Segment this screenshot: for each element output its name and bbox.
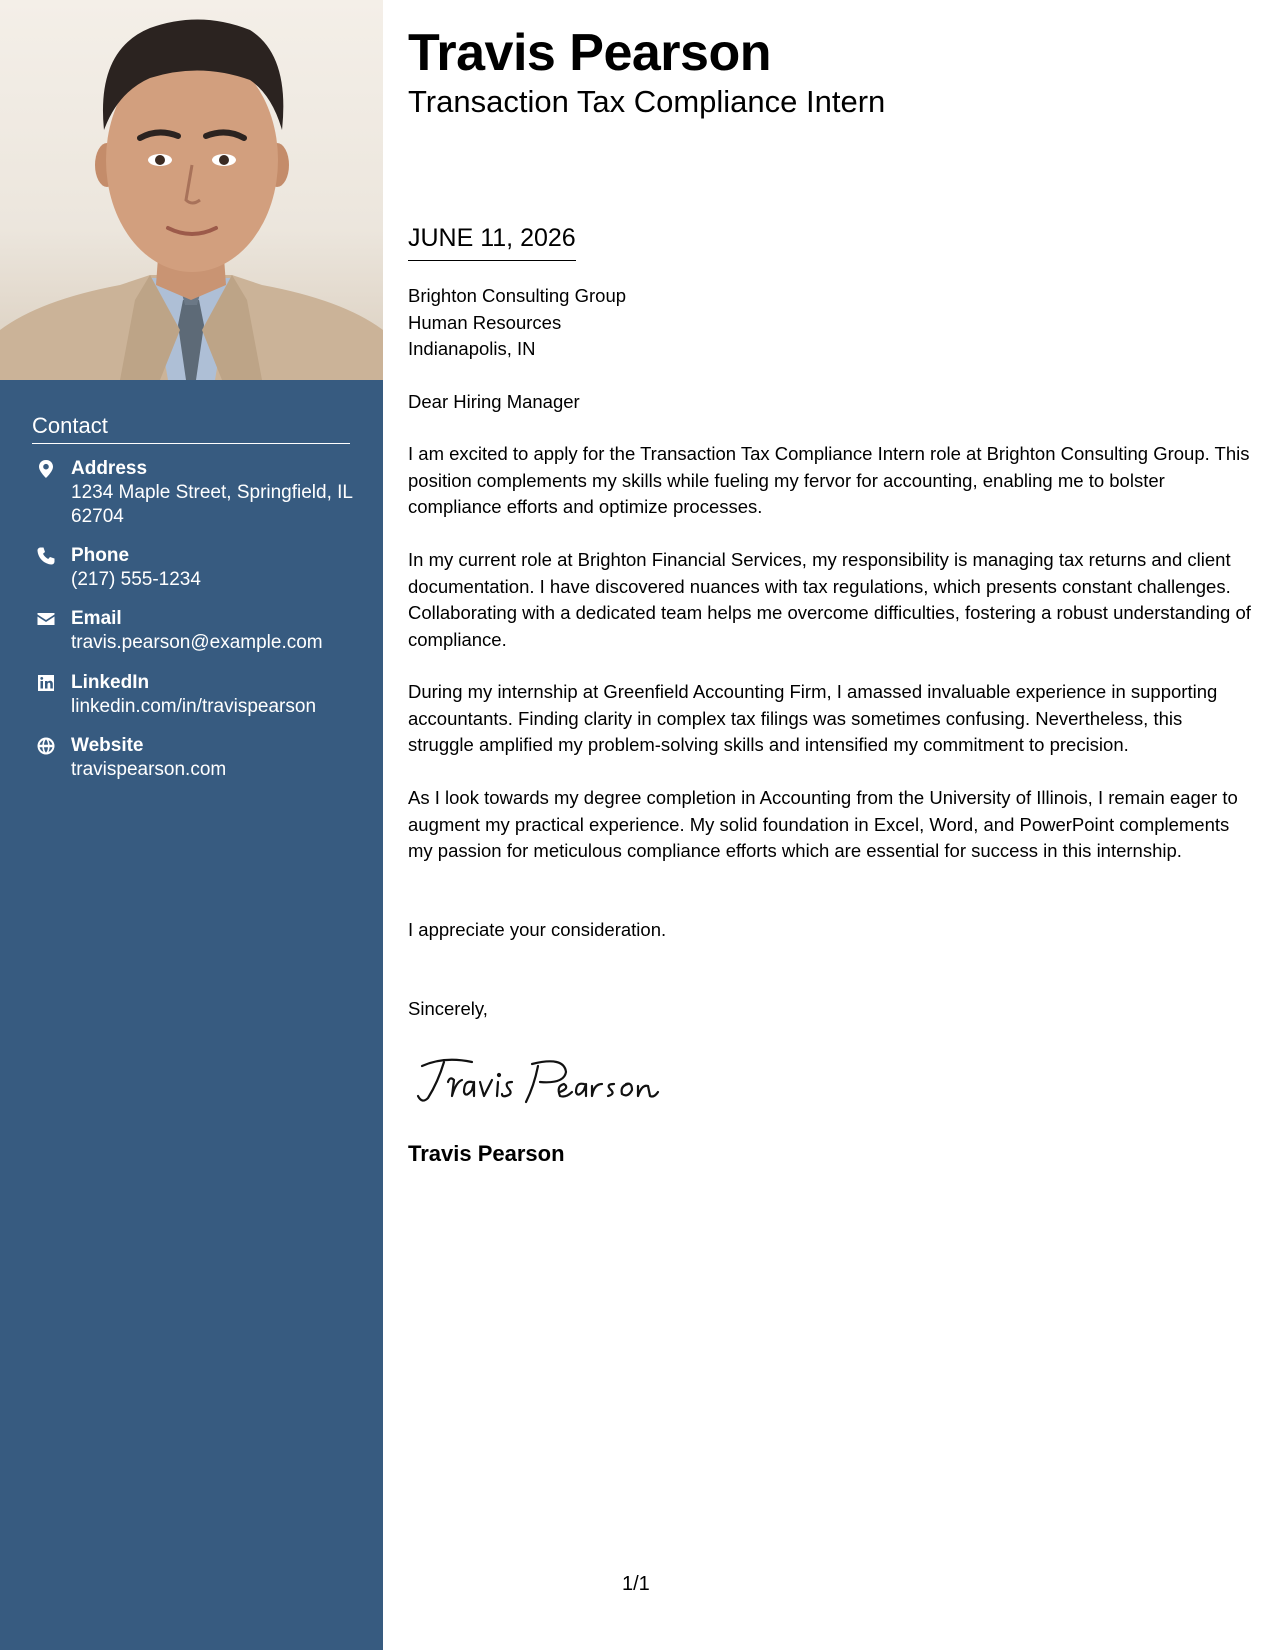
letter-paragraph: I am excited to apply for the Transaction Tax Compliance Intern role at Brighton Consulting Group. This position complements my skills while fueling my fervor for accounting, enabling me to bolster compliance efforts and optimize processes.	[408, 443, 1250, 517]
applicant-name: Travis Pearson	[408, 24, 771, 82]
globe-icon	[36, 736, 56, 756]
letter-paragraph: In my current role at Brighton Financial Services, my responsibility is managing tax returns and client documentation. I have discovered nuances with tax regulations, which presents constant challenges. Collaborating with a dedicated team helps me overcome difficulties, fostering a robust understanding of compliance.	[408, 549, 1251, 650]
contact-heading: Contact	[32, 412, 350, 444]
contact-label: Email	[71, 608, 122, 629]
signer-name: Travis Pearson	[408, 1141, 565, 1166]
letter-paragraph: During my internship at Greenfield Accounting Firm, I amassed invaluable experience in supporting accountants. Finding clarity in complex tax filings was sometimes confusing. Nevertheless, this struggle amplified my problem-solving skills and intensified my commitment to precision.	[408, 681, 1218, 755]
phone-icon	[36, 546, 56, 566]
map-pin-icon	[36, 459, 56, 479]
letter-paragraph: As I look towards my degree completion in Accounting from the University of Illinois, I remain eager to augment my practical experience. My solid foundation in Excel, Word, and PowerPoint complements my passion for meticulous compliance efforts which are essential for success in this internship.	[408, 787, 1238, 861]
recipient-company: Brighton Consulting Group	[408, 285, 627, 306]
contact-label: Phone	[71, 545, 130, 566]
recipient-location: Indianapolis, IN	[408, 338, 536, 359]
contact-value: (217) 555-1234	[71, 569, 201, 590]
profile-photo	[0, 0, 383, 380]
page-number: 1/1	[622, 1573, 650, 1595]
handwritten-signature	[414, 1052, 664, 1108]
contact-value: 1234 Maple Street, Springfield, IL 62704	[71, 482, 353, 527]
signoff: Sincerely,	[408, 998, 488, 1019]
contact-label: LinkedIn	[71, 672, 150, 693]
contact-label: Website	[71, 735, 144, 756]
job-title: Transaction Tax Compliance Intern	[408, 84, 886, 119]
recipient-block	[408, 283, 626, 363]
envelope-icon	[36, 609, 56, 629]
contact-value: linkedin.com/in/travispearson	[71, 696, 317, 717]
letter-date: JUNE 11, 2026	[408, 222, 576, 261]
contact-value: travis.pearson@example.com	[71, 632, 323, 653]
sidebar	[0, 0, 383, 1650]
linkedin-icon	[36, 673, 56, 693]
contact-value: travispearson.com	[71, 759, 227, 780]
contact-label: Address	[71, 458, 148, 479]
salutation: Dear Hiring Manager	[408, 391, 580, 412]
recipient-department: Human Resources	[408, 311, 562, 333]
closing-thanks: I appreciate your consideration.	[408, 919, 667, 940]
